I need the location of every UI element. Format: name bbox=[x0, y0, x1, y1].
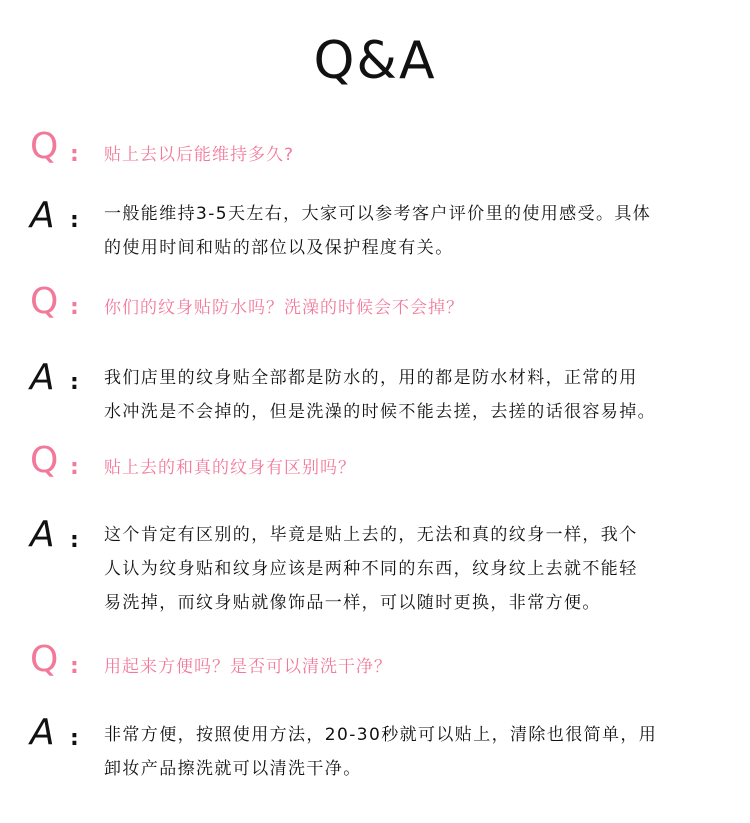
answer-line: 水冲洗是不会掉的，但是洗澡的时候不能去搓，去搓的话很容易掉。 bbox=[104, 402, 656, 422]
question-colon: : bbox=[70, 295, 79, 320]
question-2-text: 你们的纹身贴防水吗？洗澡的时候会不会掉？ bbox=[104, 298, 464, 318]
answer-colon: : bbox=[70, 528, 79, 553]
answer-1-text bbox=[104, 197, 724, 265]
question-3-text: 贴上去的和真的纹身有区别吗？ bbox=[104, 458, 356, 478]
answer-line: 非常方便，按照使用方法，20-30秒就可以贴上，清除也很简单，用 bbox=[104, 725, 658, 745]
question-colon: : bbox=[70, 142, 79, 167]
answer-marker: A bbox=[30, 514, 55, 555]
page-title: Q&A bbox=[313, 31, 437, 91]
question-marker: Q bbox=[30, 639, 59, 680]
answer-colon: : bbox=[70, 208, 79, 233]
answer-marker: A bbox=[30, 712, 55, 753]
answer-3-text bbox=[104, 518, 724, 620]
answer-line: 一般能维持3-5天左右，大家可以参考客户评价里的使用感受。具体 bbox=[104, 204, 652, 224]
question-marker: Q bbox=[30, 440, 59, 481]
answer-marker: A bbox=[30, 357, 55, 398]
answer-line: 人认为纹身贴和纹身应该是两种不同的东西，纹身纹上去就不能轻 bbox=[104, 559, 638, 579]
question-4-text: 用起来方便吗？是否可以清洗干净？ bbox=[104, 657, 392, 677]
answer-4-text bbox=[104, 718, 724, 786]
answer-line: 这个肯定有区别的，毕竟是贴上去的，无法和真的纹身一样，我个 bbox=[104, 525, 638, 545]
question-marker: Q bbox=[30, 281, 59, 322]
answer-line: 卸妆产品擦洗就可以清洗干净。 bbox=[104, 759, 362, 779]
answer-2-text bbox=[104, 361, 724, 429]
question-colon: : bbox=[70, 654, 79, 679]
answer-marker: A bbox=[30, 195, 55, 236]
question-marker: Q bbox=[30, 126, 59, 167]
question-1-text: 贴上去以后能维持多久? bbox=[104, 145, 295, 165]
question-colon: : bbox=[70, 455, 79, 480]
answer-colon: : bbox=[70, 370, 79, 395]
answer-line: 我们店里的纹身贴全部都是防水的，用的都是防水材料，正常的用 bbox=[104, 368, 638, 388]
answer-line: 易洗掉，而纹身贴就像饰品一样，可以随时更换，非常方便。 bbox=[104, 593, 601, 613]
answer-colon: : bbox=[70, 726, 79, 751]
answer-line: 的使用时间和贴的部位以及保护程度有关。 bbox=[104, 238, 454, 258]
